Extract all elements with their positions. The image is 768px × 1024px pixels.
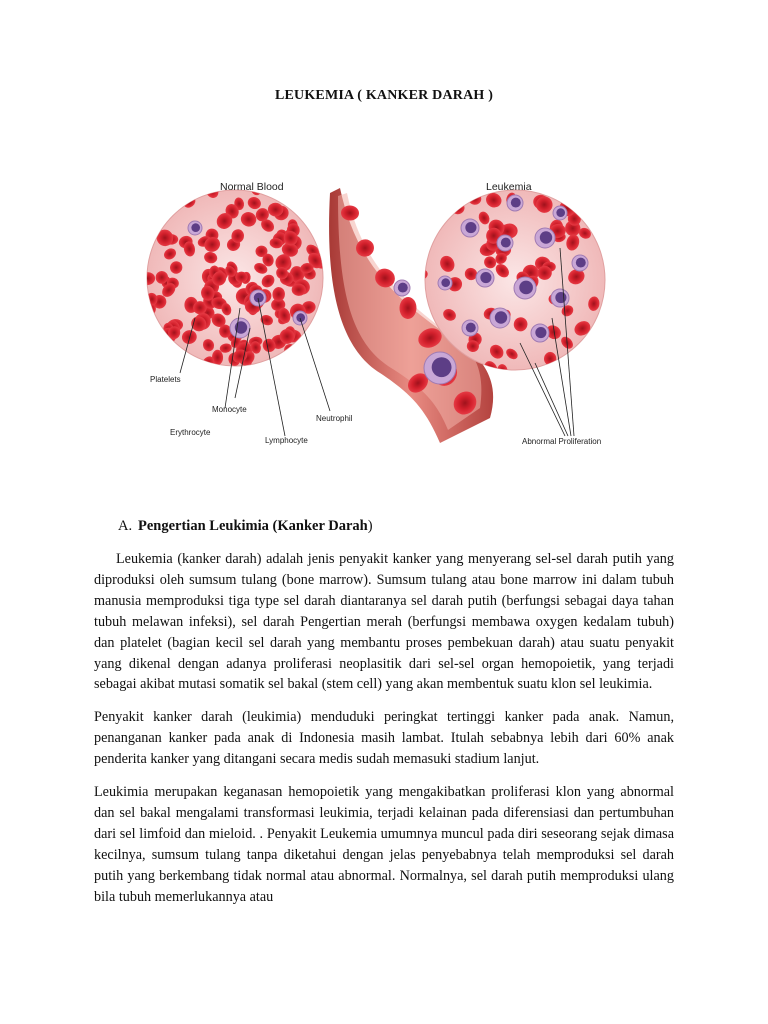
label-normal-blood: Normal Blood — [220, 181, 284, 193]
section-title-suffix: ) — [367, 518, 373, 534]
section-title: Pengertian Leukimia (Kanker Darah — [138, 518, 368, 534]
paragraph-1: Leukemia (kanker darah) adalah jenis penyakit kanker yang menyerang sel-sel darah putih yang diproduksi oleh sumsum tulang (bone marrow). Sumsum tulang atau bone marrow ini dalam tubuh manusia memproduksi tiga type sel darah diantaranya sel darah putih (berfungsi sebagai daya tahan tubuh melawan infeksi), sel darah Pengertian merah (berfungsi membawa oxygen kedalam tubuh) dan platelet (bagian kecil sel darah yang membantu proses pembekuan darah) atau suatu penyakit yang dikenal dengan adanya proliferasi neoplasitik dari sel-sel organ hemopoietik, yang terjadi sebagai akibat mutasi somatik sel bakal (stem cell) yang akan membentuk suatu klon sel leukimia. — [94, 551, 674, 693]
paragraph-3: Leukimia merupakan keganasan hemopoietik yang mengakibatkan proliferasi klon yang abnormal dan sel bakal mengalami transformasi leukimia, terjadi kelainan pada diferensiasi dan pertumbuhan dari sel limfoid dan mieloid. . Penyakit Leukemia umumnya muncul pada diri seseorang sejak dimasa kecilnya, sumsum tulang tanpa diketahui dengan jelas penyebabnya telah memproduksi sel darah putih yang berkembang tidak normal atau abnormal. Normalnya, sel darah putih memproduksi ulang bila tubuh memerlukannya atau — [94, 784, 674, 905]
label-platelets: Platelets — [150, 375, 181, 384]
blood-illustration — [140, 168, 630, 458]
label-leukemia: Leukemia — [486, 181, 532, 193]
body-text — [94, 549, 674, 920]
label-abnormal-proliferation: Abnormal Proliferation — [522, 437, 602, 446]
label-monocyte: Monocyte — [212, 405, 247, 414]
section-heading — [118, 518, 373, 535]
normal-blood-circle — [140, 181, 332, 373]
page-title: LEUKEMIA ( KANKER DARAH ) — [274, 88, 494, 103]
label-neutrophil: Neutrophil — [316, 414, 353, 423]
paragraph-2: Penyakit kanker darah (leukimia) menduduki peringkat tertinggi kanker pada anak. Namun, penanganan kanker pada anak di Indonesia masih lambat. Itulah sebabnya lebih dari 60% anak penderita kanker yang ditangani secara medis sudah memasuki stadium lanjut. — [94, 709, 674, 768]
label-erythrocyte: Erythrocyte — [170, 428, 211, 437]
section-number: A. — [118, 518, 133, 534]
label-lymphocyte: Lymphocyte — [265, 436, 308, 445]
